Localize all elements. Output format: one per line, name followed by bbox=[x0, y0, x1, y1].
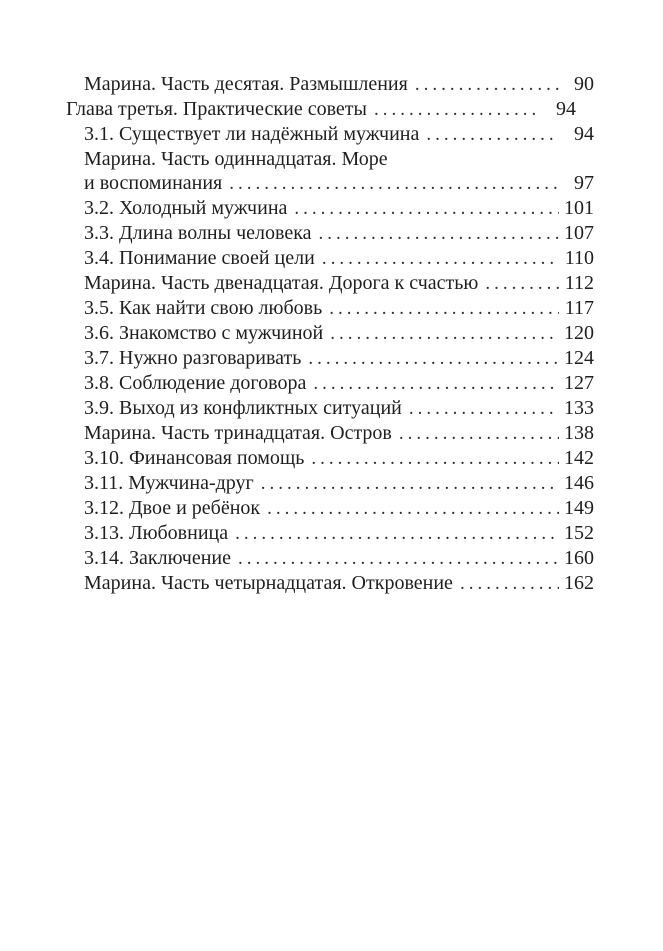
toc-entry-title: Марина. Часть двенадцатая. Дорога к счастью bbox=[84, 272, 479, 294]
toc-entry bbox=[66, 97, 576, 122]
toc-entry-page: 97 bbox=[574, 172, 594, 194]
toc-entry bbox=[66, 571, 594, 596]
toc-entry bbox=[66, 496, 594, 521]
toc-dot-leader bbox=[294, 196, 559, 221]
toc-entry bbox=[66, 271, 594, 296]
toc-entry-page: 124 bbox=[564, 347, 594, 369]
toc-entry-page: 162 bbox=[564, 572, 594, 594]
toc-entry-page: 133 bbox=[564, 397, 594, 419]
toc-entry bbox=[66, 171, 594, 196]
toc-dot-leader bbox=[235, 521, 559, 546]
toc-entry-title: и воспоминания bbox=[84, 172, 223, 194]
toc-entry-page: 112 bbox=[564, 272, 594, 294]
toc-entry bbox=[66, 321, 594, 346]
toc-dot-leader bbox=[399, 421, 559, 446]
toc-dot-leader bbox=[313, 371, 559, 396]
toc-entry bbox=[66, 122, 594, 147]
toc-entry bbox=[66, 296, 594, 321]
toc-entry-page: 117 bbox=[564, 297, 594, 319]
toc-entry-title: 3.2. Холодный мужчина bbox=[84, 197, 288, 219]
toc-entry-title: 3.14. Заключение bbox=[84, 547, 231, 569]
toc-entry-title: 3.10. Финансовая помощь bbox=[84, 447, 305, 469]
toc-entry-page: 90 bbox=[574, 73, 594, 95]
toc-entry bbox=[66, 521, 594, 546]
toc-dot-leader bbox=[460, 571, 559, 596]
toc-entry bbox=[66, 196, 594, 221]
toc-entry-page: 107 bbox=[564, 222, 594, 244]
toc-entry bbox=[66, 546, 594, 571]
toc-entry bbox=[66, 147, 594, 171]
toc-entry-page: 94 bbox=[574, 123, 594, 145]
toc-dot-leader bbox=[374, 97, 541, 122]
toc-dot-leader bbox=[261, 471, 559, 496]
toc-entry bbox=[66, 446, 594, 471]
toc-entry-page: 120 bbox=[564, 322, 594, 344]
toc-entry-page: 138 bbox=[564, 422, 594, 444]
toc-entry-title: Марина. Часть четырнадцатая. Откровение bbox=[84, 572, 453, 594]
toc-dot-leader bbox=[318, 221, 559, 246]
toc-entry-title: 3.4. Понимание своей цели bbox=[84, 247, 315, 269]
toc-entry-page: 94 bbox=[556, 98, 576, 120]
toc-entry-title: 3.13. Любовница bbox=[84, 522, 229, 544]
toc-entry-title: 3.1. Существует ли надёжный мужчина bbox=[84, 123, 420, 145]
toc-dot-leader bbox=[267, 496, 559, 521]
toc-entry-page: 110 bbox=[564, 247, 594, 269]
toc-entry bbox=[66, 72, 594, 97]
toc-dot-leader bbox=[426, 122, 559, 147]
toc-dot-leader bbox=[229, 171, 559, 196]
toc-dot-leader bbox=[238, 546, 559, 571]
toc-dot-leader bbox=[330, 321, 559, 346]
toc-dot-leader bbox=[311, 446, 559, 471]
toc-entry-title: Марина. Часть десятая. Размышления bbox=[84, 73, 408, 95]
table-of-contents bbox=[66, 72, 594, 596]
toc-entry-page: 127 bbox=[564, 372, 594, 394]
toc-entry bbox=[66, 221, 594, 246]
toc-entry bbox=[66, 396, 594, 421]
toc-entry-page: 142 bbox=[564, 447, 594, 469]
toc-dot-leader bbox=[415, 72, 559, 97]
toc-entry-title: Глава третья. Практические советы bbox=[66, 98, 367, 120]
toc-entry-page: 101 bbox=[564, 197, 594, 219]
toc-entry-title: 3.9. Выход из конфликтных ситуаций bbox=[84, 397, 402, 419]
toc-dot-leader bbox=[485, 271, 559, 296]
toc-entry-title: 3.12. Двое и ребёнок bbox=[84, 497, 261, 519]
toc-entry bbox=[66, 371, 594, 396]
toc-dot-leader bbox=[308, 346, 559, 371]
toc-entry-title: Марина. Часть одиннадцатая. Море bbox=[84, 148, 388, 170]
toc-entry bbox=[66, 421, 594, 446]
toc-entry-title: 3.3. Длина волны человека bbox=[84, 222, 312, 244]
toc-entry-title: 3.11. Мужчина-друг bbox=[84, 472, 254, 494]
toc-dot-leader bbox=[329, 296, 559, 321]
toc-entry-title: 3.5. Как найти свою любовь bbox=[84, 297, 323, 319]
toc-entry-title: 3.7. Нужно разговаривать bbox=[84, 347, 302, 369]
toc-dot-leader bbox=[409, 396, 559, 421]
toc-entry-title: 3.8. Соблюдение договора bbox=[84, 372, 307, 394]
toc-entry-page: 146 bbox=[564, 472, 594, 494]
toc-entry-page: 152 bbox=[564, 522, 594, 544]
toc-dot-leader bbox=[322, 246, 559, 271]
toc-entry-title: Марина. Часть тринадцатая. Остров bbox=[84, 422, 392, 444]
toc-entry-page: 160 bbox=[564, 547, 594, 569]
toc-entry bbox=[66, 471, 594, 496]
toc-entry-page: 149 bbox=[564, 497, 594, 519]
toc-entry bbox=[66, 246, 594, 271]
toc-entry bbox=[66, 346, 594, 371]
toc-entry-title: 3.6. Знакомство с мужчиной bbox=[84, 322, 324, 344]
